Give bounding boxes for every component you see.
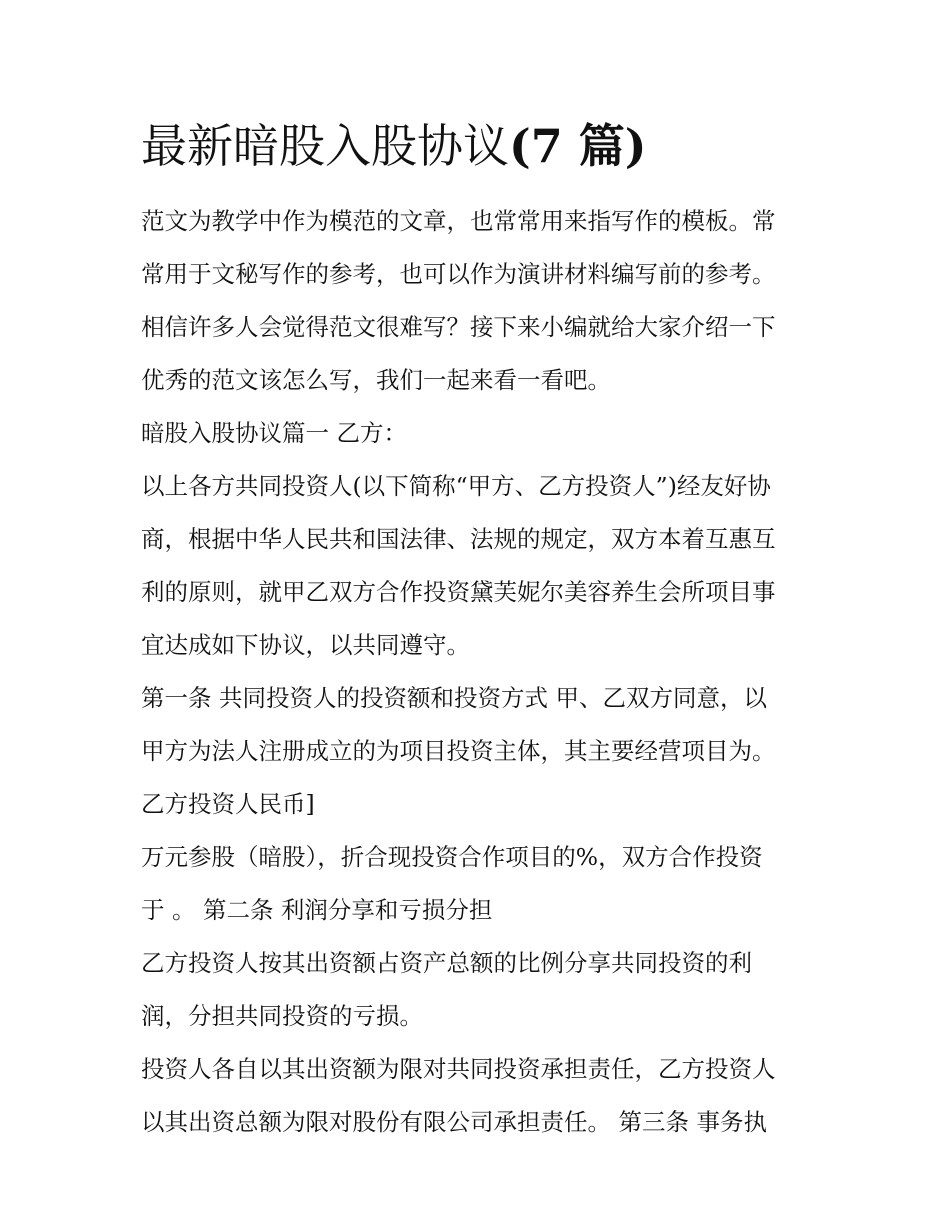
title-main-text: 最新暗股入股协议 [141,119,509,173]
article-line: 第一条 共同投资人的投资额和投资方式 甲、乙双方同意，以 [141,684,767,712]
title-unit-text: 篇 [562,119,625,173]
document-title [141,116,647,176]
body-line: 乙方投资人民币] [141,790,315,818]
body-line: 甲方为法人注册成立的为项目投资主体，其主要经营项目为。 [141,737,776,765]
article-line: 于 。 第二条 利润分享和亏损分担 [141,896,493,924]
document-body [141,195,813,1149]
body-line: 乙方投资人按其出资额占资产总额的比例分享共同投资的利 [141,949,752,977]
title-count-text: (7 [509,119,563,173]
body-line: 常用于文秘写作的参考，也可以作为演讲材料编写前的参考。 [141,260,776,288]
body-line: 优秀的范文该怎么写，我们一起来看一看吧。 [141,366,611,394]
body-line: 利的原则，就甲乙双方合作投资黛芙妮尔美容养生会所项目事 [141,578,776,606]
body-line: 万元参股（暗股），折合现投资合作项目的%，双方合作投资 [141,843,763,871]
title-close-text: ) [624,119,647,173]
section-heading: 暗股入股协议篇一 乙方： [141,419,407,447]
body-line: 商，根据中华人民共和国法律、法规的规定，双方本着互惠互 [141,525,776,553]
body-line: 以上各方共同投资人(以下简称“甲方、乙方投资人”)经友好协 [141,472,771,500]
body-line: 投资人各自以其出资额为限对共同投资承担责任，乙方投资人 [141,1055,776,1083]
body-line: 相信许多人会觉得范文很难写？接下来小编就给大家介绍一下 [141,313,776,341]
body-line: 范文为教学中作为模范的文章，也常常用来指写作的模板。常 [141,207,776,235]
article-line: 以其出资总额为限对股份有限公司承担责任。 第三条 事务执 [141,1108,767,1136]
body-line: 润，分担共同投资的亏损。 [141,1002,423,1030]
body-line: 宜达成如下协议，以共同遵守。 [141,631,470,659]
